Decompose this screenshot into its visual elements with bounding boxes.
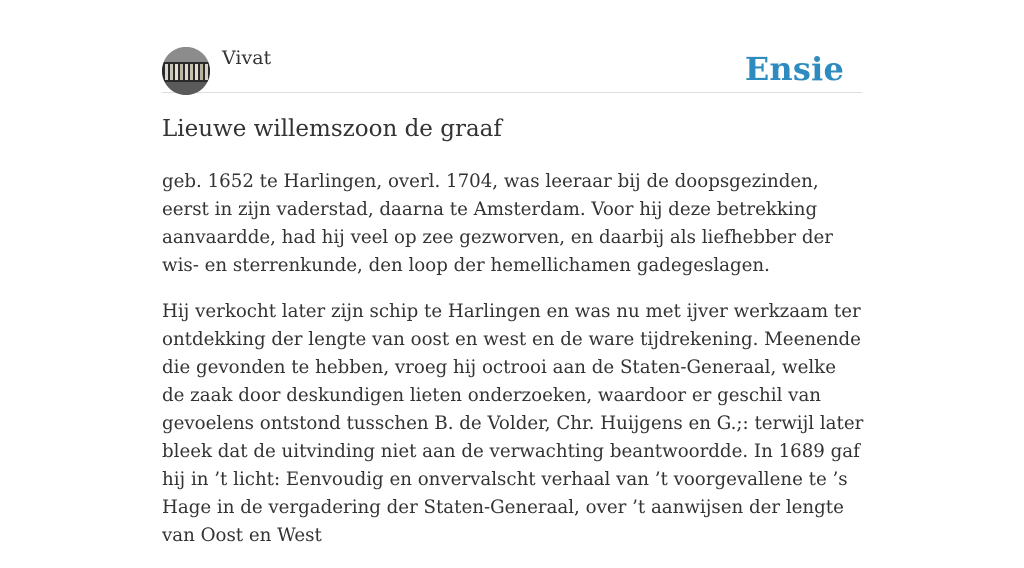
header	[162, 0, 862, 93]
brand-logo[interactable]: Ensie	[744, 50, 844, 88]
article-body	[162, 168, 864, 568]
paragraph: geb. 1652 te Harlingen, overl. 1704, was leeraar bij de doopsgezinden, eerst in zijn vaderstad, daarna te Amsterdam. Voor hij deze betrekking aanvaardde, had hij veel op zee gezworven, en daarbij als liefhebber der wis- en sterrenkunde, den loop der hemellichamen gadegeslagen.	[162, 171, 833, 276]
article-title: Lieuwe willemszoon de graaf	[162, 116, 502, 142]
source-avatar[interactable]	[162, 47, 210, 95]
bookshelf-avatar-icon	[162, 47, 210, 95]
paragraph: Hij verkocht later zijn schip te Harlingen en was nu met ijver werkzaam ter ontdekking der lengte van oost en west en de ware tijdrekening. Meenende die gevonden te hebben, vroeg hij octrooi aan de Staten-Generaal, welke de zaak door deskundigen lieten onderzoeken, waardoor er geschil van gevoelens ontstond tusschen B. de Volder, Chr. Huijgens en G.;: terwijl later bleek dat de uitvinding niet aan de verwachting beantwoordde. In 1689 gaf hij in ’t licht: Eenvoudig en onvervalscht verhaal van ’t voorgevallene te ’s Hage in de vergadering der Staten-Generaal, over ’t aanwijsen der lengte van Oost en West	[162, 301, 864, 546]
page-container	[162, 0, 864, 546]
source-name[interactable]: Vivat	[222, 47, 272, 69]
